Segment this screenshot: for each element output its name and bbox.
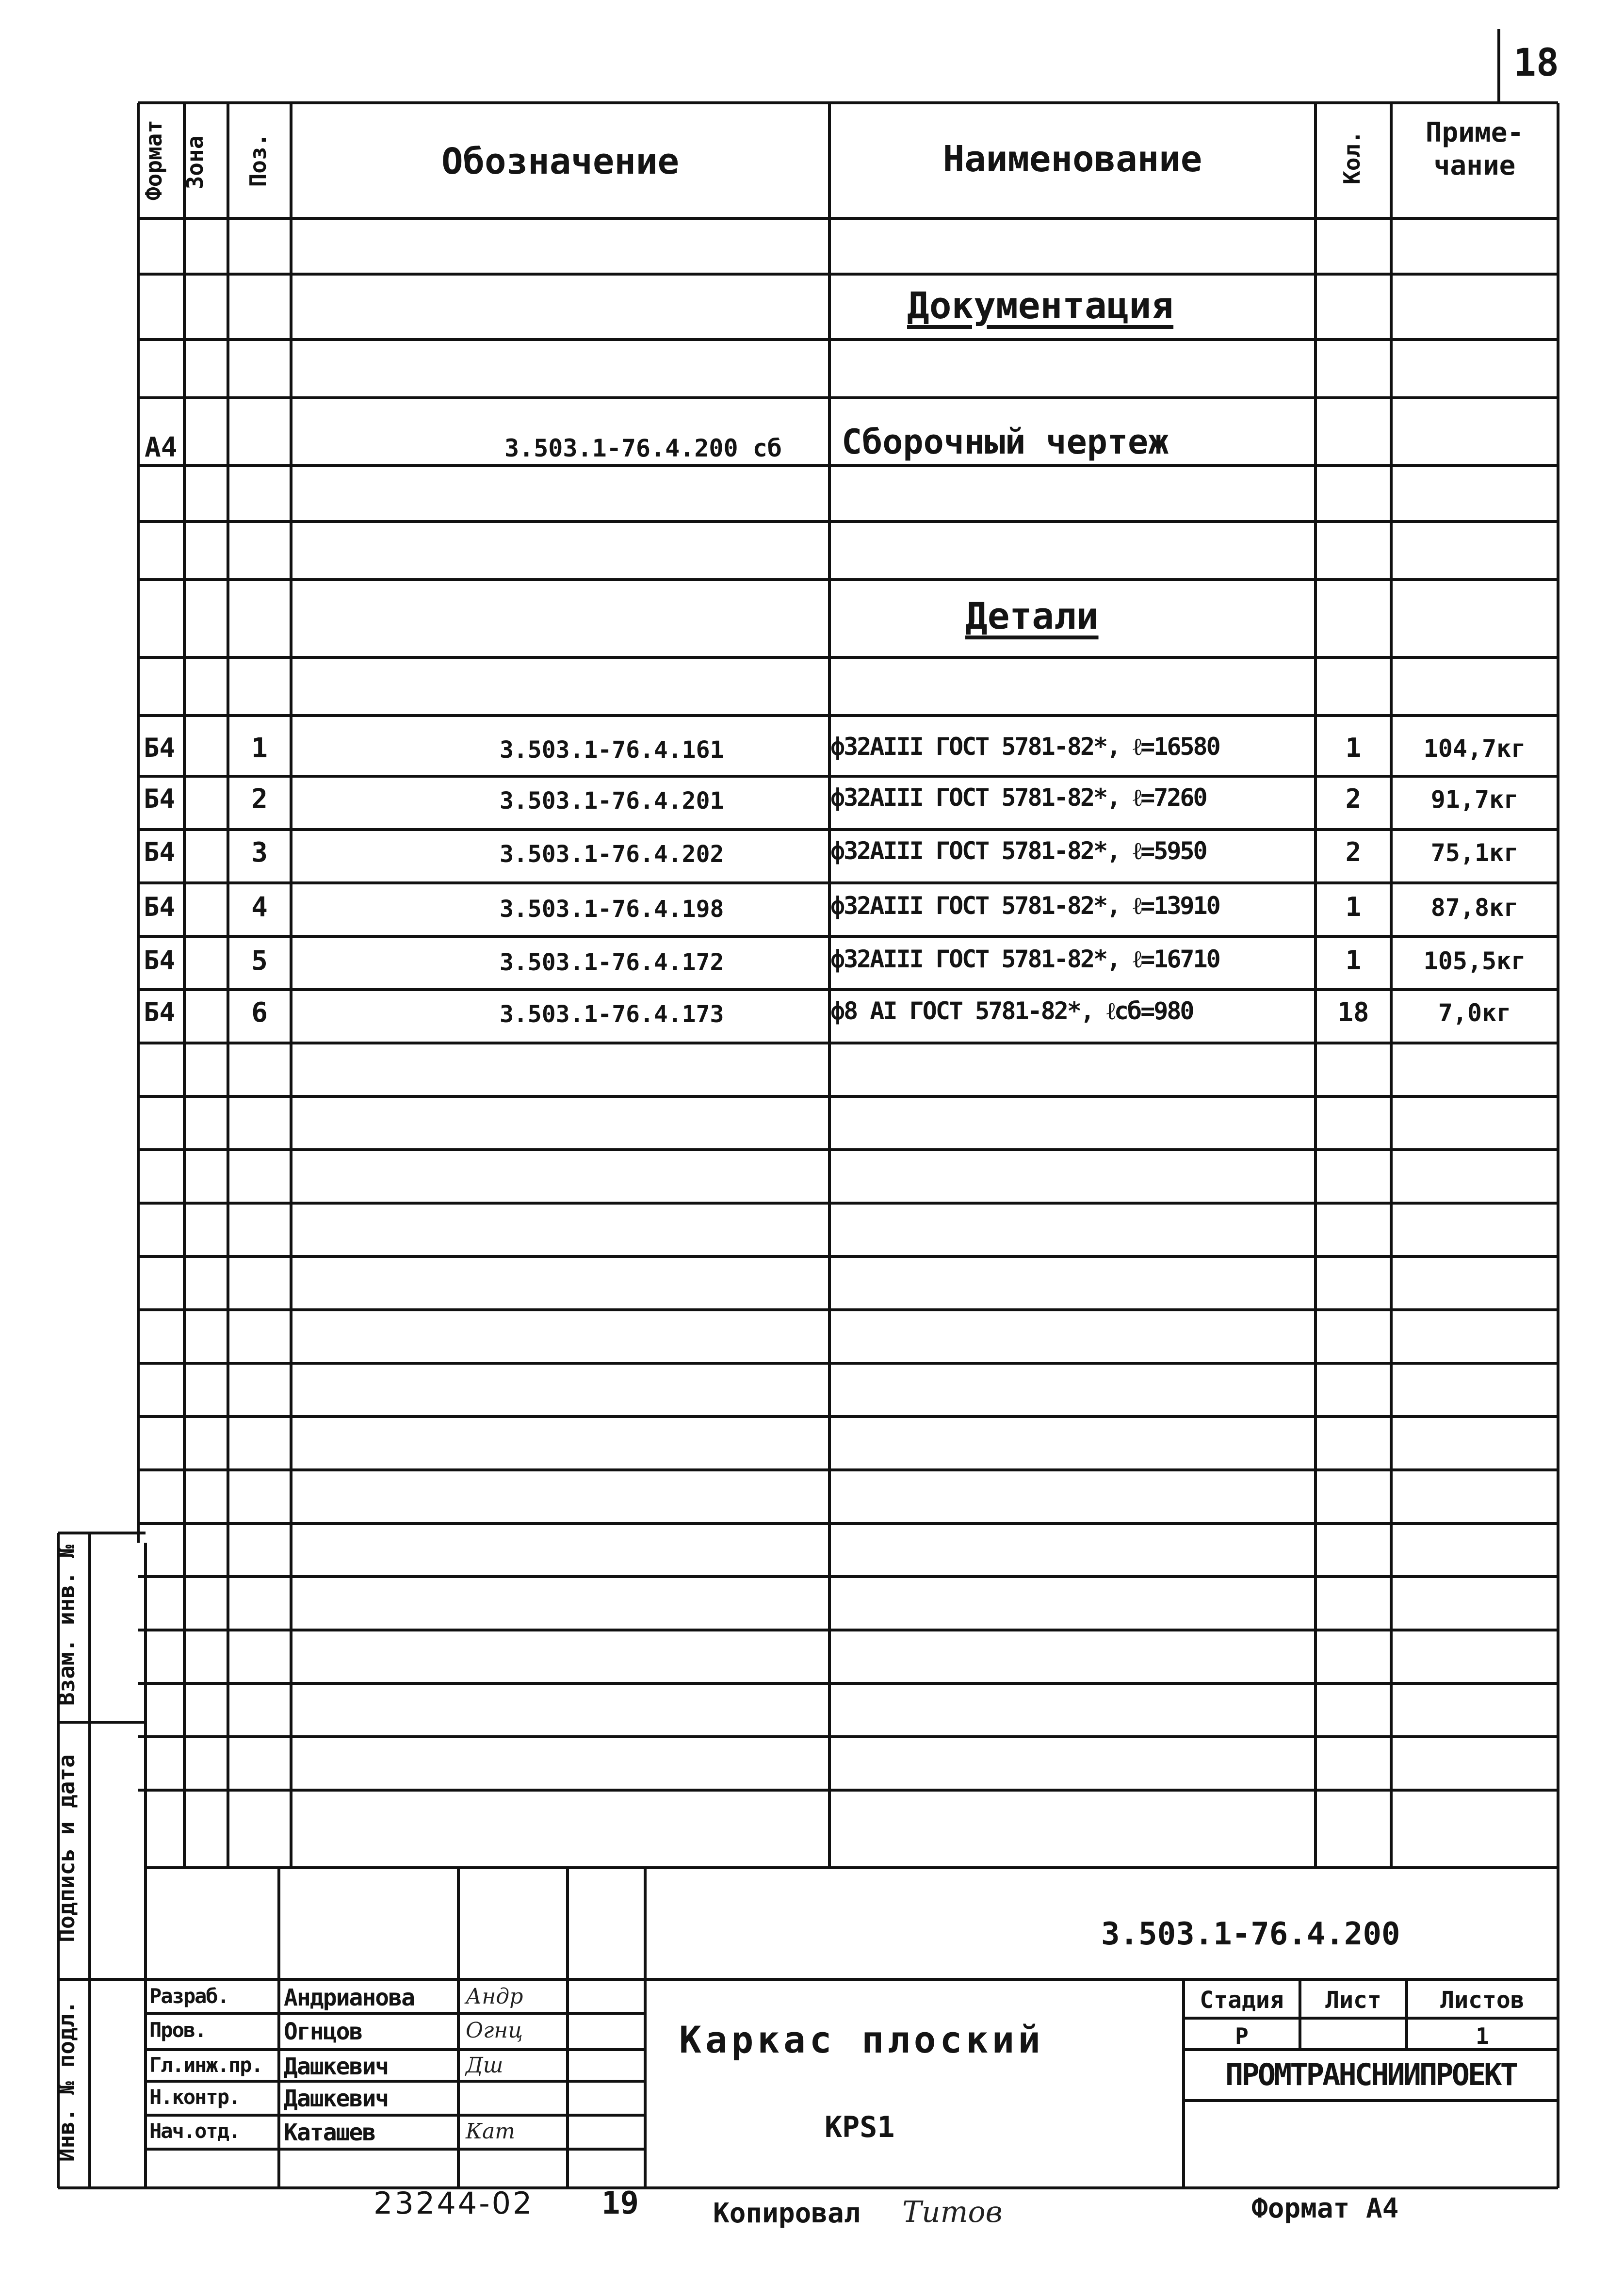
person-role: Гл.инж.пр. — [149, 2053, 262, 2077]
footer-format: Формат А4 — [1251, 2193, 1399, 2224]
row-format: Б4 — [144, 837, 176, 867]
row-name: ф32АIII ГОСТ 5781-82*, ℓ=13910 — [830, 892, 1219, 920]
organization: ПРОМТРАНСНИИПРОЕКТ — [1225, 2057, 1516, 2092]
person-name: Дашкевич — [284, 2053, 389, 2080]
row-designation: 3.503.1-76.4.172 — [500, 949, 724, 976]
header-zone: Зона — [182, 135, 208, 190]
person-signature: Огнц — [466, 2018, 523, 2043]
row-pos: 5 — [251, 945, 268, 977]
stamp-inv-podl: Инв. № подл. — [53, 2000, 80, 2162]
person-signature: Андр — [466, 1984, 523, 2009]
row-note: 87,8кг — [1430, 894, 1519, 922]
page-number: 18 — [1513, 41, 1559, 85]
row-name: ф32АIII ГОСТ 5781-82*, ℓ=16580 — [830, 733, 1219, 761]
row-qty: 1 — [1345, 945, 1362, 976]
row-format: Б4 — [144, 783, 176, 814]
stamp-sign-date: Подпись и дата — [53, 1754, 80, 1942]
stage-value: Р — [1235, 2023, 1249, 2049]
row-pos: 6 — [251, 997, 268, 1028]
row-pos: 3 — [251, 837, 268, 868]
row-qty: 18 — [1337, 997, 1369, 1027]
person-name: Каташев — [284, 2119, 375, 2146]
header-qty: Кол. — [1339, 130, 1365, 184]
row-note: 104,7кг — [1423, 734, 1526, 763]
sheet-label: Лист — [1325, 1987, 1381, 2014]
row-qty: 1 — [1345, 892, 1362, 922]
doc-row-name: Сборочный чертеж — [842, 422, 1169, 462]
row-note: 91,7кг — [1430, 785, 1519, 814]
row-pos: 1 — [251, 733, 268, 764]
person-signature: Дш — [466, 2053, 503, 2078]
person-signature: Кат — [466, 2119, 516, 2144]
copied-signature: Титов — [902, 2195, 1003, 2229]
row-format: Б4 — [144, 733, 176, 763]
doc-row-format: А4 — [145, 432, 178, 463]
person-name: Андрианова — [284, 1984, 414, 2011]
section-documentation: Документация — [907, 284, 1174, 327]
row-format: Б4 — [144, 997, 176, 1027]
row-designation: 3.503.1-76.4.173 — [500, 1001, 724, 1028]
header-pos: Поз. — [245, 133, 271, 187]
title-text: Каркас плоский — [679, 2018, 1044, 2061]
title-doc-code: 3.503.1-76.4.200 — [1101, 1916, 1400, 1952]
row-designation: 3.503.1-76.4.202 — [500, 841, 724, 868]
header-designation: Обозначение — [441, 141, 680, 182]
person-role: Н.контр. — [149, 2085, 240, 2109]
row-designation: 3.503.1-76.4.201 — [500, 787, 724, 815]
row-note: 7,0кг — [1438, 999, 1511, 1027]
row-name: ф32АIII ГОСТ 5781-82*, ℓ=5950 — [830, 837, 1206, 865]
row-qty: 1 — [1345, 733, 1362, 763]
row-pos: 4 — [251, 892, 268, 923]
copied-label: Копировал — [713, 2198, 861, 2229]
archive-number: 23244-02 — [374, 2185, 534, 2221]
row-designation: 3.503.1-76.4.161 — [500, 736, 724, 764]
stamp-vzam-inv: Взам. инв. № — [53, 1544, 80, 1706]
row-note: 75,1кг — [1430, 839, 1519, 867]
person-name: Дашкевич — [284, 2085, 389, 2112]
person-role: Разраб. — [149, 1984, 229, 2008]
row-format: Б4 — [144, 892, 176, 922]
row-note: 105,5кг — [1423, 947, 1526, 975]
row-qty: 2 — [1345, 783, 1362, 814]
row-name: ф32АIII ГОСТ 5781-82*, ℓ=7260 — [830, 783, 1206, 812]
footer-sheet-no: 19 — [601, 2185, 639, 2221]
doc-row-designation: 3.503.1-76.4.200 сб — [504, 434, 782, 462]
stage-label: Стадия — [1200, 1987, 1284, 2014]
sheets-label: Листов — [1440, 1987, 1525, 2014]
header-name: Наименование — [942, 138, 1202, 180]
person-role: Нач.отд. — [149, 2119, 240, 2143]
title-mark: КРS1 — [825, 2110, 895, 2144]
person-name: Огнцов — [284, 2018, 362, 2045]
sheets-value: 1 — [1476, 2023, 1489, 2049]
row-name: ф32АIII ГОСТ 5781-82*, ℓ=16710 — [830, 945, 1219, 973]
header-format: Формат — [141, 119, 167, 201]
section-details: Детали — [965, 594, 1099, 637]
row-qty: 2 — [1345, 837, 1362, 867]
row-name: ф8 АI ГОСТ 5781-82*, ℓсб=980 — [830, 997, 1193, 1025]
row-format: Б4 — [144, 945, 176, 976]
row-pos: 2 — [251, 783, 268, 815]
row-designation: 3.503.1-76.4.198 — [500, 896, 724, 923]
header-note: Приме- чание — [1425, 117, 1524, 181]
person-role: Пров. — [149, 2018, 206, 2042]
